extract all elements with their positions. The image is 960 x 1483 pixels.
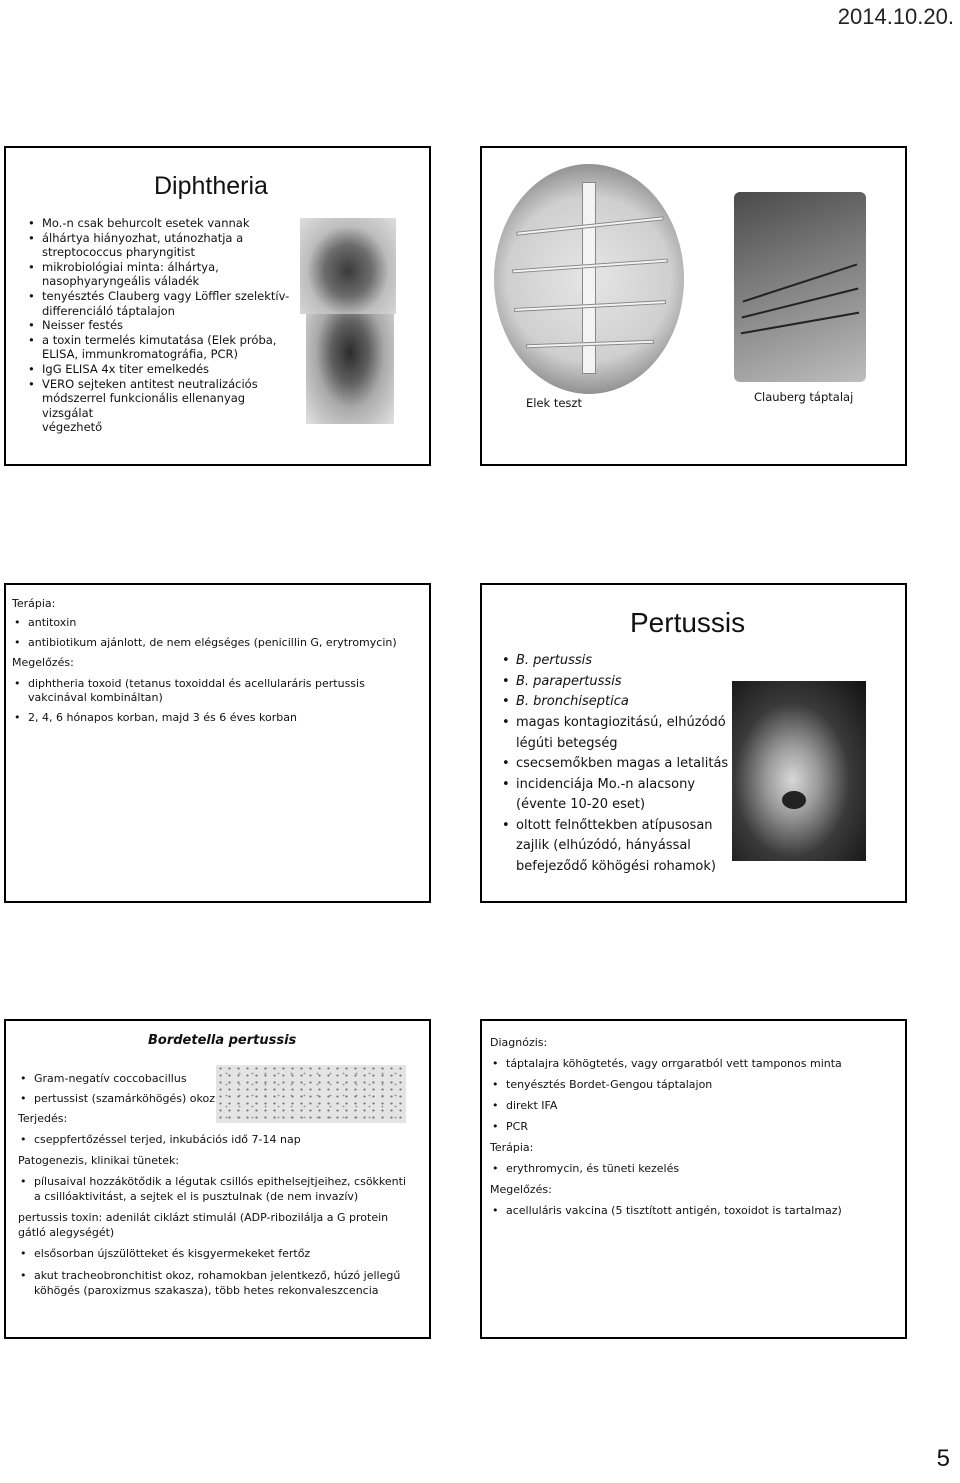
pertussis-bullet [500, 754, 740, 775]
line-text: B. parapertussis [516, 673, 622, 689]
line-text: B. bronchiseptica [516, 694, 629, 709]
line-text: pertussist (szamárköhögés) okoz [34, 1092, 216, 1105]
diphtheria-bullet [26, 377, 296, 435]
page-number: 5 [936, 1445, 950, 1472]
slide-culture-images [480, 146, 907, 466]
bordetella-content [18, 1071, 426, 1305]
line-text: oltott felnőttekben atípusosan [516, 817, 713, 833]
therapy-item [12, 636, 422, 650]
diagnosis-item [490, 1056, 900, 1071]
toxin-text [18, 1210, 426, 1240]
therapy-item [490, 1161, 900, 1176]
pertussis-bullet [500, 713, 740, 754]
slide-title: Bordetella pertussis [148, 1033, 297, 1048]
intro-list [18, 1071, 218, 1106]
diagnosis-content [490, 1035, 900, 1224]
therapy-list [490, 1161, 900, 1176]
line-text: csecsemőkben magas a letalitás [516, 756, 729, 771]
therapy-heading: Terápia: [12, 597, 56, 610]
line-text: ELISA, immunkromatográfia, PCR) [42, 347, 239, 362]
patho-item [18, 1174, 426, 1204]
line-text: zajlik (elhúzódó, hányással [516, 838, 691, 853]
line-text: direkt IFA [506, 1099, 558, 1112]
line-text: Mo.-n csak behurcolt esetek vannak [42, 216, 250, 230]
clauberg-plate-image [734, 192, 866, 382]
line-text: akut tracheobronchitist okoz, rohamokban jelentkező, húzó jellegű [34, 1269, 401, 1282]
line-text: nasophyaryngeális váladék [42, 274, 200, 289]
therapy-list [12, 616, 422, 650]
intro-item [18, 1091, 218, 1106]
line-text: Neisser festés [42, 318, 124, 333]
diphtheria-bullet-list [26, 216, 296, 435]
diphtheria-bullet [26, 216, 296, 231]
line-text: (évente 10-20 eset) [516, 797, 646, 812]
therapy-item [12, 616, 422, 630]
line-text: álhártya hiányozhat, utánozhatja a [42, 230, 244, 245]
diphtheria-bullet [26, 289, 296, 318]
diagnosis-item [490, 1077, 900, 1092]
throat-photos [300, 218, 396, 424]
line-text: differenciáló táptalajon [42, 303, 175, 318]
line-text: végezhető [42, 420, 103, 435]
species-item [500, 651, 740, 672]
line-text: légúti betegség [516, 735, 618, 751]
line-text: befejeződő köhögési rohamok) [516, 858, 716, 874]
pertussis-bullet-list [500, 713, 740, 877]
spread-list [18, 1132, 426, 1147]
line-text: tenyésztés Clauberg vagy Löffler szelektív- [42, 288, 290, 303]
elek-test-caption: Elek teszt [526, 396, 582, 410]
diagnosis-item [490, 1098, 900, 1113]
slide-pertussis [480, 583, 907, 903]
line-text: acelluláris vakcina (5 tisztított antigén, toxoidot is tartalmaz) [506, 1204, 842, 1217]
line-text: antibiotikum ajánlott, de nem elégséges (penicillin G, erytromycin) [28, 636, 397, 649]
species-item [500, 672, 740, 693]
slide-diphtheria [4, 146, 431, 466]
slide-diagnosis [480, 1019, 907, 1339]
line-text: mikrobiológiai minta: álhártya, [42, 259, 219, 274]
diagnosis-heading: Diagnózis: [490, 1036, 548, 1049]
prevention-heading: Megelőzés: [490, 1183, 552, 1196]
diagnosis-item [490, 1119, 900, 1134]
species-list [500, 651, 740, 713]
therapy-content [12, 597, 422, 731]
line-text: pílusaival hozzákötődik a légutak csillós epithelsejtjeihez, csökkenti [34, 1175, 407, 1188]
line-text: incidenciája Mo.-n alacsony [516, 776, 696, 792]
line-text: elsősorban újszülötteket és kisgyermekeket fertőz [34, 1247, 311, 1260]
slide-title: Diphtheria [154, 172, 268, 200]
throat-photo-bottom [306, 314, 394, 424]
prevention-item [12, 677, 422, 705]
prevention-heading: Megelőzés: [12, 656, 74, 669]
diphtheria-bullet [26, 333, 296, 362]
spread-item [18, 1132, 426, 1147]
line-text: gátló alegységét) [18, 1226, 115, 1239]
diphtheria-bullet [26, 318, 296, 333]
throat-photo-top [300, 218, 396, 314]
line-text: Gram-negatív coccobacillus [34, 1072, 187, 1085]
line-text: VERO sejteken antitest neutralizációs [42, 376, 258, 391]
pertussis-bullet [500, 816, 740, 878]
page-date: 2014.10.20. [837, 4, 954, 29]
line-text: táptalajra köhögtetés, vagy orrgaratból vett tamponos minta [506, 1057, 842, 1070]
line-text: cseppfertőzéssel terjed, inkubációs idő 7-14 nap [34, 1133, 301, 1146]
line-text: erythromycin, és tüneti kezelés [506, 1162, 680, 1175]
prevention-list [490, 1203, 900, 1218]
line-text: vakcinával kombináltan) [28, 691, 163, 704]
slide-therapy [4, 583, 431, 903]
line-text: 2, 4, 6 hónapos korban, majd 3 és 6 éves korban [28, 711, 297, 724]
additional-item [18, 1246, 426, 1261]
diphtheria-bullet [26, 231, 296, 260]
streak-line [743, 264, 858, 303]
slide-title: Pertussis [630, 607, 746, 638]
elek-test-plate-image [494, 164, 684, 394]
line-text: pertussis toxin: adenilát ciklázt stimulál (ADP-ribozilálja a G protein [18, 1211, 389, 1224]
prevention-item [12, 711, 422, 725]
intro-item [18, 1071, 218, 1086]
photo-mouth [782, 791, 806, 809]
patho-heading: Patogenezis, klinikai tünetek: [18, 1154, 180, 1167]
therapy-heading: Terápia: [490, 1141, 534, 1154]
line-text: a toxin termelés kimutatása (Elek próba, [42, 332, 277, 347]
diphtheria-bullet [26, 362, 296, 377]
patho-list [18, 1174, 426, 1204]
additional-list [18, 1246, 426, 1298]
line-text: módszerrel funkcionális ellenanyag vizsgálat [42, 391, 246, 420]
pertussis-bullet [500, 775, 740, 816]
spread-heading: Terjedés: [18, 1112, 68, 1125]
line-text: tenyésztés Bordet-Gengou táptalajon [506, 1078, 713, 1091]
line-text: köhögés (paroxizmus szakasza), több hetes rekonvaleszcencia [34, 1284, 379, 1297]
species-item [500, 692, 740, 713]
streak-line [741, 312, 860, 335]
line-text: B. pertussis [516, 653, 593, 668]
prevention-item [490, 1203, 900, 1218]
line-text: magas kontagiozitású, elhúzódó [516, 715, 726, 730]
diphtheria-bullet [26, 260, 296, 289]
line-text: a csillóaktivitást, a sejtek el is pusztulnak (de nem invazív) [34, 1190, 359, 1203]
additional-item [18, 1268, 426, 1298]
line-text: IgG ELISA 4x titer emelkedés [42, 361, 210, 376]
clauberg-caption: Clauberg táptalaj [754, 390, 854, 404]
diagnosis-list [490, 1056, 900, 1134]
line-text: diphtheria toxoid (tetanus toxoiddal és acellularáris pertussis [28, 677, 365, 690]
line-text: streptococcus pharyngitist [42, 245, 195, 260]
slide-bordetella [4, 1019, 431, 1339]
coughing-child-photo [732, 681, 866, 861]
line-text: antitoxin [28, 616, 77, 629]
line-text: PCR [506, 1120, 528, 1133]
prevention-list [12, 677, 422, 725]
